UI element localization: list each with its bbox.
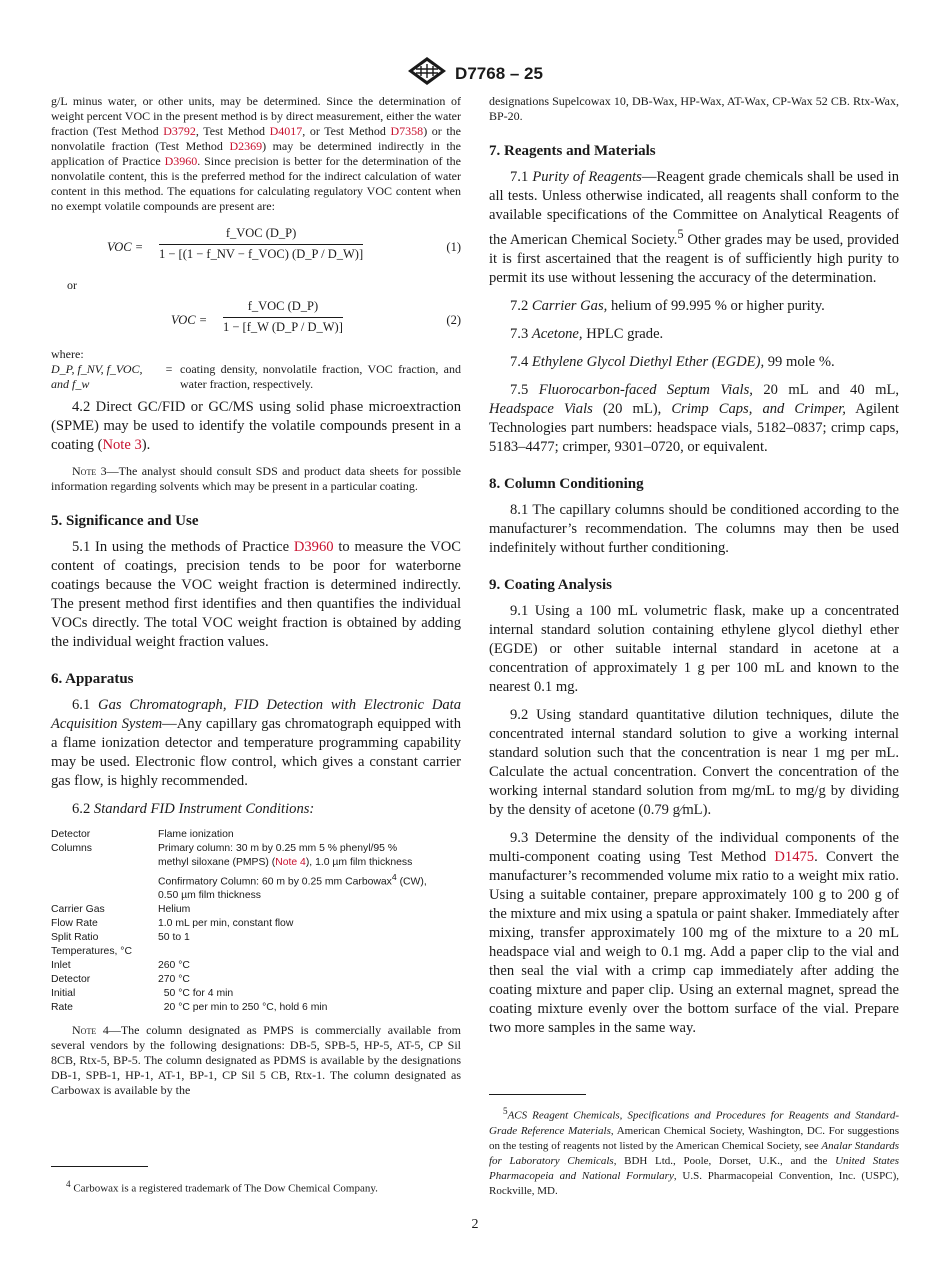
section-9-heading: 9. Coating Analysis [489, 576, 612, 593]
condition-key: Inlet [51, 960, 71, 972]
condition-value: 270 °C [158, 974, 190, 986]
section-6-2: 6.2 Standard FID Instrument Conditions: [72, 801, 315, 817]
condition-value: Confirmatory Column: 60 m by 0.25 mm Carbowax$^4$ (CW), [158, 872, 427, 888]
section-6-heading: 6. Apparatus [51, 671, 134, 687]
condition-key: Carrier Gas [51, 904, 105, 916]
condition-value: 50 to 1 [158, 932, 190, 944]
condition-key [51, 870, 158, 889]
section-5-heading: 5. Significance and Use [51, 513, 199, 529]
note-3: Note 3—The analyst should consult SDS and product data sheets for possible information regarding solvents which may be present in a particular coating. [51, 464, 461, 493]
condition-key: Split Ratio [51, 932, 99, 944]
section-4-2: 4.2 Direct GC/FID or GC/MS using solid phase microextraction (SPME) may be used to identify the volatile compounds present in a coating (Note 3). [51, 399, 461, 453]
ref-d7358-link[interactable]: D7358 [390, 124, 424, 138]
condition-value [158, 945, 461, 959]
section-8-heading: 8. Column Conditioning [489, 475, 644, 492]
condition-key [51, 856, 158, 870]
condition-row [51, 856, 461, 870]
ref-d4017-link[interactable]: D4017 [269, 124, 303, 138]
eq2-denominator: 1 − [f_W (D_P / D_W)] [223, 320, 343, 334]
condition-key: Temperatures, °C [51, 946, 132, 958]
ref-d3960-link[interactable]: D3960 [164, 154, 198, 168]
note-3-link[interactable]: Note 3 [102, 437, 142, 453]
section-7-5: 7.5 Fluorocarbon-faced Septum Vials, 20 mL and 40 mL, Headspace Vials (20 mL), Crimp Caps, and Crimper, Agilent Technologies part numbers: headspace vials, 5182–0837; crimp caps, 5183–4477; crimper, 9301–0720, or equivalent. [489, 381, 900, 455]
condition-row [51, 931, 461, 945]
section-7-1: 7.1 Purity of Reagents—Reagent grade chemicals shall be used in all tests. Unless otherwise indicated, all reagents shall conform to the available specifications of the Committee on Analytical Reagents of the American Chemical Society.$^5$ Other grades may be used, provided it is first ascertained that the reagent is of sufficiently high purity to permit its use without lessening the accuracy of the determination. [489, 169, 900, 286]
condition-value: 0.50 µm film thickness [158, 890, 261, 902]
right-column [489, 94, 899, 1047]
condition-value: methyl siloxane (PMPS) (Note 4), 1.0 µm film thickness [158, 857, 413, 868]
condition-value: 260 °C [158, 960, 190, 972]
condition-key [51, 889, 158, 903]
condition-value: Helium [158, 904, 191, 916]
condition-key: Detector [51, 829, 91, 840]
section-5-1: 5.1 In using the methods of Practice D3960 to measure the VOC content of coatings, precision tends to be poor for waterborne coatings because the VOC weight fraction is determined indirectly. The present method first identifies and then quantifies the individual VOCs directly. The total VOC weight fraction is obtained by adding the individual weight fraction values. [51, 539, 461, 650]
condition-row [51, 1001, 461, 1015]
condition-row [51, 903, 461, 917]
condition-row [51, 959, 461, 973]
where-definitions: coating density, nonvolatile fraction, VOC fraction, and water fraction, respectively. [180, 362, 461, 391]
section-8-1: 8.1 The capillary columns should be conditioned according to the manufacturer’s recommendation. The columns may then be used indefinitely without further conditioning. [489, 501, 899, 556]
equation-2: VOC = f_VOC (D_P) 1 − [f_W (D_P / D_W)] (2) [51, 297, 461, 347]
ref-d1475-link[interactable]: D1475 [774, 848, 815, 865]
condition-row [51, 973, 461, 987]
section-7-3: 7.3 Acetone, HPLC grade. [510, 325, 664, 342]
footnote-rule-right [489, 1094, 586, 1095]
condition-row [51, 889, 461, 903]
eq2-numerator: f_VOC (D_P) [223, 297, 343, 318]
condition-row [51, 870, 461, 889]
condition-row [51, 987, 461, 1001]
page-number: 2 [471, 1217, 479, 1232]
footnote-4: $^4$ Carbowax is a registered trademark of The Dow Chemical Company. [66, 1179, 378, 1195]
footnote-5: $^5$ACS Reagent Chemicals, Specifications and Procedures for Reagents and Standard-Grade Reference Materials, American Chemical Society, Washington, DC. For suggestions on the testing of reagents not listed by the American Chemical Society, see Analar Standards for Laboratory Chemicals, BDH Ltd., Poole, Dorset, U.K., and the United States Pharmacopeia and National Formulary, U.S. Pharmacopeial Convention, Inc. (USPC), Rockville, MD. [489, 1106, 899, 1197]
ref-d2369-link[interactable]: D2369 [229, 139, 263, 153]
where-block: where: D_P, f_NV, f_VOC, and f_w = coating density, nonvolatile fraction, VOC fraction, and water fraction, respectively. [51, 347, 461, 391]
condition-key: Flow Rate [51, 918, 98, 930]
section-7-heading: 7. Reagents and Materials [489, 143, 656, 159]
condition-value: 20 °C per min to 250 °C, hold 6 min [158, 1002, 328, 1014]
ref-d3792-link[interactable]: D3792 [163, 124, 196, 138]
equation-1: VOC = f_VOC (D_P) 1 − [(1 − f_NV − f_VOC) (D_P / D_W)] (1) [51, 224, 461, 274]
condition-value: Primary column: 30 m by 0.25 mm 5 % phenyl/95 % [158, 843, 398, 854]
condition-key: Columns [51, 843, 92, 854]
eq1-numerator: f_VOC (D_P) [159, 224, 363, 245]
condition-key: Initial [51, 988, 76, 1000]
condition-row [51, 842, 461, 856]
condition-row [51, 945, 461, 959]
condition-value: Flame ionization [158, 829, 234, 840]
condition-value: 50 °C for 4 min [158, 988, 234, 1000]
astm-logo-icon [407, 56, 447, 91]
note-4-continued: designations Supelcowax 10, DB-Wax, HP-Wax, AT-Wax, CP-Wax 52 CB. Rtx-Wax, BP-20. [489, 94, 899, 123]
note-4: Note 4—The column designated as PMPS is commercially available from several vendors by the following designations: DB-5, SPB-5, HP-5, AT-5, CP Sil 8CB, Rtx-5, BP-5. The column designated as PDMS is available by the designations DB-1, SPB-1, HP-1, AT-1, BP-1, CP Sil 5 CB, Rtx-1. The column designated as Carbowax is available by the [51, 1023, 462, 1098]
condition-row [51, 917, 461, 931]
note-4-link[interactable]: Note 4 [275, 857, 306, 868]
condition-key: Detector [51, 974, 91, 986]
eq1-number: (1) [446, 240, 461, 254]
section-9-1: 9.1 Using a 100 mL volumetric flask, make up a concentrated internal standard solution containing ethylene glycol diethyl ether (EGDE) or other suitable internal standard in acetone at a concentration of approximately 1 g per 100 mL and known to the nearest 0.1 mg. [489, 602, 899, 695]
equation-or: or [67, 278, 77, 292]
document-id: D7768 – 25 [455, 63, 543, 83]
intro-paragraph: g/L minus water, or other units, may be determined. Since the determination of weight percent VOC in the present method is by direct measurement, either the water fraction (Test Method D3792, Test Method D4017, or Test Method D7358) or the nonvolatile fraction (Test Method D2369) may be determined indirectly in the application of Practice D3960. Since precision is better for the determination of the nonvolatile content, this is the preferred method for the indirect calculation of water content in this method. The equations for calculating regulatory VOC content when no exempt volatile compounds are present are: [51, 94, 462, 213]
where-variables: D_P, f_NV, f_VOC, and f_w [51, 362, 143, 391]
section-9-2: 9.2 Using standard quantitative dilution techniques, dilute the concentrated internal standard solution to give a working internal standard solution such that the concentration is near 1 mg per mL. Calculate the actual concentration. Convert the concentration of the working internal standard solution from mg/mL to mg/g by dividing by the density of acetone (0.79 g⁄mL). [489, 706, 899, 818]
condition-row [51, 828, 461, 842]
section-9-3: 9.3 Determine the density of the individual components of the multi-component coating using Test Method D1475. Convert the manufacturer’s recommended volume mix ratio to a weight mix ratio. Using a suitable container, prepare approximately 100 g to 200 g of the mixture and mix using a spatula or paint shaker. Immediately after mixing, transfer approximately 100 mg of the mixture to a 20 mL headspace vial and weigh to 0.1 mg. Add a paper clip to the vial and then seal the vial with a crimp cap immediately after adding the coating mixture and paper clip. Using an external magnet, spread the coating mixture evenly over the bottom surface of the vial. Prepare two more samples in the same way. [489, 829, 899, 1036]
fid-conditions-table [51, 828, 461, 1015]
page-header [0, 56, 950, 91]
section-7-2: 7.2 Carrier Gas, helium of 99.995 % or higher purity. [510, 297, 825, 314]
eq1-denominator: 1 − [(1 − f_NV − f_VOC) (D_P / D_W)] [159, 247, 364, 261]
section-6-1: 6.1 Gas Chromatograph, FID Detection with Electronic Data Acquisition System—Any capillary gas chromatograph equipped with a flame ionization detector and temperature programming capability may be used. Electronic flow control, which gives a constant carrier gas flow, is highly recommended. [51, 697, 462, 789]
eq2-number: (2) [446, 313, 461, 327]
condition-value: 1.0 mL per min, constant flow [158, 918, 294, 930]
left-column [51, 94, 461, 1108]
footnote-rule-left [51, 1166, 148, 1167]
ref-d3960-link[interactable]: D3960 [293, 539, 334, 555]
section-7-4: 7.4 Ethylene Glycol Diethyl Ether (EGDE), 99 mole %. [510, 353, 835, 370]
condition-key: Rate [51, 1002, 73, 1014]
